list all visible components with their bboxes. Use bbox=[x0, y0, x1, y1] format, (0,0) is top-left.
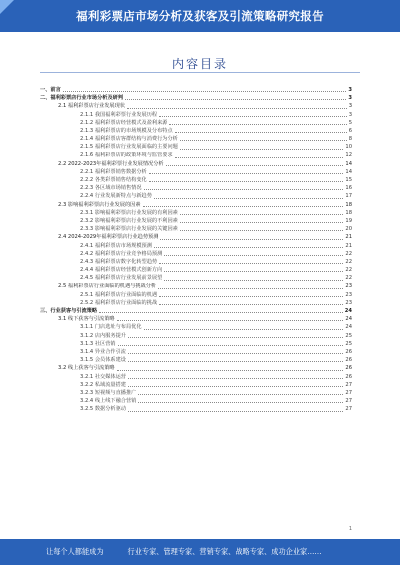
toc-entry-text: 3.2.1 社交媒体运营 bbox=[80, 373, 126, 380]
toc-entry-page: 26 bbox=[345, 365, 352, 372]
toc-entry-text: 2.1.1 我国福利彩票行业发展历程 bbox=[80, 111, 158, 118]
toc-leader-dots bbox=[159, 262, 343, 264]
toc-entry-page: 27 bbox=[345, 389, 352, 396]
toc-entry-text: 2.3 影响福利彩票店行业发展的因素 bbox=[58, 201, 141, 208]
toc-entry[interactable] bbox=[40, 209, 352, 217]
toc-entry[interactable] bbox=[40, 201, 352, 209]
toc-entry-page: 17 bbox=[345, 193, 352, 200]
toc-entry[interactable] bbox=[40, 397, 352, 405]
toc-entry[interactable] bbox=[40, 86, 352, 94]
toc-entry-page: 27 bbox=[345, 381, 352, 388]
toc-entry[interactable] bbox=[40, 364, 352, 372]
toc-entry[interactable] bbox=[40, 111, 352, 119]
toc-entry[interactable] bbox=[40, 184, 352, 192]
toc-leader-dots bbox=[99, 311, 343, 313]
toc-leader-dots bbox=[63, 90, 347, 92]
toc-entry-text: 3.2.2 私域流量搭建 bbox=[80, 381, 126, 388]
toc-entry[interactable] bbox=[40, 348, 352, 356]
toc-entry-page: 3 bbox=[348, 111, 352, 118]
toc-leader-dots bbox=[144, 188, 344, 190]
toc-leader-dots bbox=[159, 115, 347, 117]
toc-leader-dots bbox=[128, 410, 343, 412]
toc-entry-page: 21 bbox=[345, 242, 352, 249]
toc-leader-dots bbox=[175, 131, 347, 133]
toc-entry[interactable] bbox=[40, 242, 352, 250]
toc-leader-dots bbox=[160, 238, 343, 240]
toc-entry-page: 3 bbox=[348, 103, 352, 110]
toc-leader-dots bbox=[180, 139, 347, 141]
toc-entry[interactable] bbox=[40, 323, 352, 331]
toc-leader-dots bbox=[180, 229, 344, 231]
report-title: 福利彩票店市场分析及获客及引流策略研究报告 bbox=[76, 9, 324, 23]
toc-entry[interactable] bbox=[40, 315, 352, 323]
toc-entry-page: 22 bbox=[345, 258, 352, 265]
toc-leader-dots bbox=[175, 156, 344, 158]
toc-entry-text: 2.4.4 福利彩票店经营模式创新方向 bbox=[80, 267, 163, 274]
toc-entry[interactable] bbox=[40, 373, 352, 381]
toc-entry[interactable] bbox=[40, 340, 352, 348]
toc-entry-page: 23 bbox=[345, 283, 352, 290]
toc-entry-page: 12 bbox=[345, 152, 352, 159]
toc-entry-page: 23 bbox=[345, 299, 352, 306]
toc-entry-text: 3.2.4 线上线下融合营销 bbox=[80, 398, 137, 405]
toc-entry-text: 2.1.3 福利彩票店的市场规模及分布特点 bbox=[80, 127, 173, 134]
toc-leader-dots bbox=[164, 254, 343, 256]
toc-entry-text: 2.2.1 福利彩票销售数据分析 bbox=[80, 168, 147, 175]
toc-leader-dots bbox=[159, 295, 343, 297]
toc-entry-page: 27 bbox=[345, 398, 352, 405]
toc-entry-text: 3.1.4 异业合作引流 bbox=[80, 348, 126, 355]
toc-leader-dots bbox=[128, 385, 343, 387]
toc-leader-dots bbox=[117, 319, 344, 321]
toc-entry-page: 26 bbox=[345, 373, 352, 380]
toc-entry[interactable] bbox=[40, 381, 352, 389]
toc-leader-dots bbox=[164, 270, 343, 272]
toc-entry-text: 2.1.5 福利彩票店行业发展面临的主要问题 bbox=[80, 144, 178, 151]
toc-entry[interactable] bbox=[40, 176, 352, 184]
toc-entry-page: 22 bbox=[345, 275, 352, 282]
toc-entry-page: 20 bbox=[345, 226, 352, 233]
corner-decoration bbox=[0, 0, 14, 14]
toc-leader-dots bbox=[128, 336, 343, 338]
toc-leader-dots bbox=[128, 377, 343, 379]
toc-entry[interactable] bbox=[40, 274, 352, 282]
toc-entry[interactable] bbox=[40, 143, 352, 151]
toc-entry[interactable] bbox=[40, 102, 352, 110]
toc-leader-dots bbox=[149, 180, 344, 182]
toc-leader-dots bbox=[128, 360, 343, 362]
toc-entry-text: 3.1.2 店内服务提升 bbox=[80, 332, 126, 339]
toc-entry-page: 26 bbox=[345, 348, 352, 355]
toc-entry-text: 2.4 2024-2029年福利彩票店行业趋势预测 bbox=[58, 234, 159, 241]
toc-leader-dots bbox=[164, 279, 343, 281]
toc-entry-text: 2.4.3 福利彩票店数字化转型趋势 bbox=[80, 258, 158, 265]
toc-entry-page: 25 bbox=[345, 332, 352, 339]
toc-entry-text: 2.5.1 福利彩票店行业面临的机遇 bbox=[80, 291, 158, 298]
toc-entry[interactable] bbox=[40, 307, 352, 315]
toc-leader-dots bbox=[166, 164, 344, 166]
toc-entry-text: 2.2.2 各类彩票销售结构变化 bbox=[80, 177, 147, 184]
toc-entry-page: 26 bbox=[345, 357, 352, 364]
toc-entry-text: 2.1.2 福利彩票店经营模式及盈利来源 bbox=[80, 119, 168, 126]
toc-entry-text: 3.2.5 数据分析驱动 bbox=[80, 406, 126, 413]
toc-entry[interactable] bbox=[40, 192, 352, 200]
toc-entry-page: 16 bbox=[345, 185, 352, 192]
toc-entry-text: 二、福利彩票店行业市场分析及研判 bbox=[40, 95, 124, 102]
toc-entry-text: 2.4.2 福利彩票店行业竞争格局预测 bbox=[80, 250, 163, 257]
toc-entry-text: 3.1.1 门店选址与布局优化 bbox=[80, 324, 142, 331]
toc-entry[interactable] bbox=[40, 168, 352, 176]
toc-divider bbox=[40, 72, 360, 73]
toc-leader-dots bbox=[117, 369, 344, 371]
toc-entry[interactable] bbox=[40, 135, 352, 143]
toc-entry-text: 3.2 线上获客与引流策略 bbox=[58, 365, 115, 372]
toc-entry-text: 2.1.6 福利彩票店的政策环境与监管要求 bbox=[80, 152, 173, 159]
toc-entry[interactable] bbox=[40, 389, 352, 397]
toc-entry-text: 3.1.3 社区营销 bbox=[80, 340, 116, 347]
toc-entry-page: 18 bbox=[345, 201, 352, 208]
toc-entry-text: 2.2 2022-2023年福利彩票行业发展情况分析 bbox=[58, 160, 164, 167]
toc-entry-text: 三、行业获客与引流策略 bbox=[40, 308, 98, 315]
toc-entry-page: 25 bbox=[345, 340, 352, 347]
toc-entry-text: 3.1.5 会员体系建设 bbox=[80, 357, 126, 364]
toc-entry-text: 2.1 福利彩票店行业发展现状 bbox=[58, 103, 125, 110]
toc-entry[interactable] bbox=[40, 127, 352, 135]
toc-entry[interactable] bbox=[40, 266, 352, 274]
toc-entry[interactable] bbox=[40, 405, 352, 413]
toc-leader-dots bbox=[180, 221, 344, 223]
toc-entry-page: 3 bbox=[348, 86, 352, 93]
toc-entry[interactable] bbox=[40, 217, 352, 225]
toc-entry-page: 15 bbox=[345, 177, 352, 184]
footer-slogan-right: 行业专家、管理专家、营销专家、战略专家、成功企业家…… bbox=[127, 547, 322, 556]
toc-entry-page: 14 bbox=[345, 168, 352, 175]
toc-leader-dots bbox=[159, 303, 343, 305]
toc-entry-text: 一、前言 bbox=[40, 86, 61, 93]
toc-leader-dots bbox=[169, 123, 346, 125]
toc-entry-page: 19 bbox=[345, 217, 352, 224]
toc-leader-dots bbox=[158, 287, 343, 289]
toc-entry[interactable] bbox=[40, 94, 352, 102]
toc-entry[interactable] bbox=[40, 291, 352, 299]
toc-entry[interactable] bbox=[40, 356, 352, 364]
toc-entry-text: 2.1.4 福利彩票店客群结构与消费行为分析 bbox=[80, 136, 178, 143]
toc-entry[interactable] bbox=[40, 160, 352, 168]
toc-leader-dots bbox=[127, 107, 347, 109]
toc-entry[interactable] bbox=[40, 225, 352, 233]
toc-entry[interactable] bbox=[40, 152, 352, 160]
toc-leader-dots bbox=[143, 205, 344, 207]
toc-entry[interactable] bbox=[40, 299, 352, 307]
toc-entry-page: 3 bbox=[348, 95, 352, 102]
toc-entry-page: 18 bbox=[345, 209, 352, 216]
toc-entry-text: 2.5 福利彩票店行业面临的机遇与挑战分析 bbox=[58, 283, 157, 290]
toc-entry-page: 24 bbox=[344, 308, 352, 315]
toc-leader-dots bbox=[149, 172, 344, 174]
toc-leader-dots bbox=[144, 328, 344, 330]
toc-leader-dots bbox=[180, 148, 344, 150]
toc-entry-text: 2.3.3 影响福利彩票店行业发展的关键因素 bbox=[80, 226, 178, 233]
toc-leader-dots bbox=[138, 401, 343, 403]
toc-leader-dots bbox=[154, 197, 343, 199]
toc-entry-page: 23 bbox=[345, 291, 352, 298]
toc-leader-dots bbox=[128, 352, 343, 354]
toc-entry[interactable] bbox=[40, 119, 352, 127]
toc-entry-page: 27 bbox=[345, 406, 352, 413]
toc-entry[interactable] bbox=[40, 283, 352, 291]
toc-leader-dots bbox=[154, 246, 343, 248]
toc-entry-text: 2.3.2 影响福利彩票店行业发展的不利因素 bbox=[80, 217, 178, 224]
toc-entry-text: 3.1 线下获客与引流策略 bbox=[58, 316, 115, 323]
toc-leader-dots bbox=[138, 393, 343, 395]
toc-entry-text: 2.5.2 福利彩票店行业面临的挑战 bbox=[80, 299, 158, 306]
toc-entry[interactable] bbox=[40, 233, 352, 241]
toc-entry-page: 5 bbox=[348, 119, 352, 126]
toc-entry-page: 22 bbox=[345, 250, 352, 257]
toc-entry-page: 10 bbox=[345, 144, 352, 151]
table-of-contents bbox=[40, 86, 352, 414]
page-header bbox=[0, 0, 400, 32]
toc-entry-page: 24 bbox=[345, 316, 352, 323]
toc-entry-text: 2.4.1 福利彩票店市场规模预测 bbox=[80, 242, 152, 249]
page-number: 1 bbox=[348, 526, 352, 532]
toc-entry-text: 3.2.3 短视频与直播推广 bbox=[80, 389, 137, 396]
toc-entry-text: 2.2.3 各区域市场销售情况 bbox=[80, 185, 142, 192]
toc-entry-text: 2.2.4 行业发展新特点与新趋势 bbox=[80, 193, 152, 200]
toc-entry[interactable] bbox=[40, 332, 352, 340]
toc-entry[interactable] bbox=[40, 258, 352, 266]
toc-leader-dots bbox=[118, 344, 344, 346]
page-footer bbox=[0, 539, 400, 565]
toc-entry-page: 8 bbox=[348, 136, 352, 143]
footer-slogan-left: 让每个人都能成为 bbox=[46, 547, 104, 556]
toc-leader-dots bbox=[180, 213, 344, 215]
toc-entry[interactable] bbox=[40, 250, 352, 258]
toc-entry-page: 14 bbox=[345, 160, 352, 167]
toc-title: 内容目录 bbox=[171, 57, 228, 71]
toc-entry-text: 2.3.1 影响福利彩票店行业发展的有利因素 bbox=[80, 209, 178, 216]
toc-entry-page: 6 bbox=[348, 127, 352, 134]
toc-entry-text: 2.4.5 福利彩票店行业发展前景展望 bbox=[80, 275, 163, 282]
toc-entry-page: 21 bbox=[345, 234, 352, 241]
toc-leader-dots bbox=[125, 98, 346, 100]
toc-entry-page: 24 bbox=[345, 324, 352, 331]
toc-entry-page: 22 bbox=[345, 267, 352, 274]
